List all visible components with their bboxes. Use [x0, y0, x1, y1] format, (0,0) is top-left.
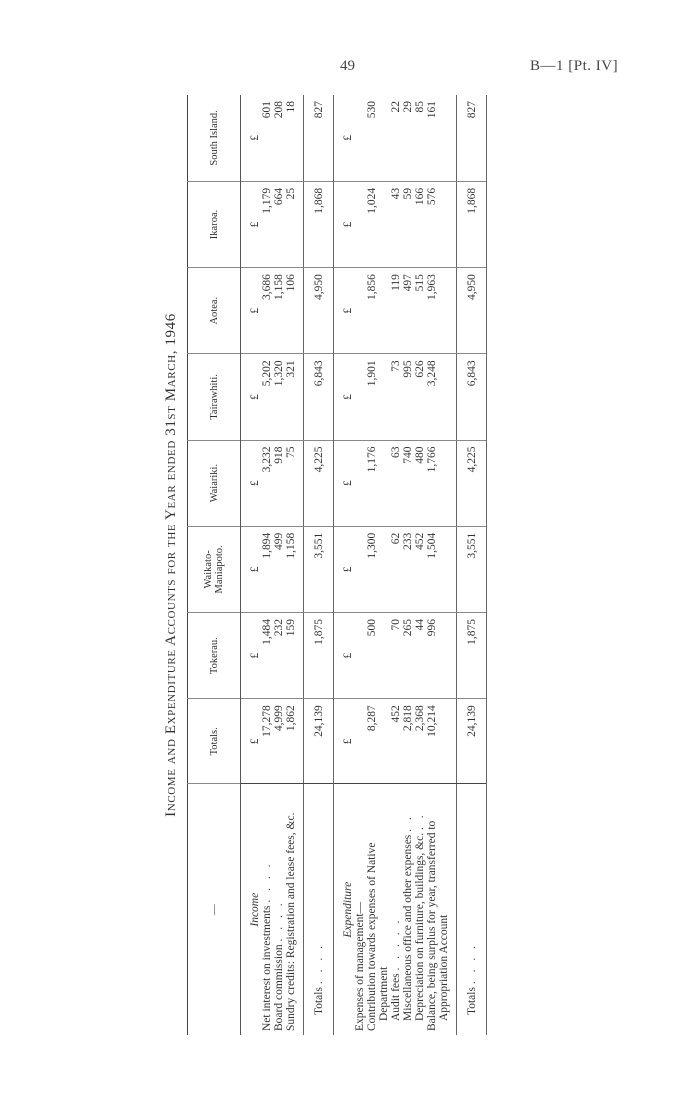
cell-totals: 2,818 — [402, 699, 414, 784]
currency-symbol: £ — [334, 354, 355, 440]
page-number: 49 — [340, 58, 355, 74]
cell-aotea: 1,856 — [366, 268, 390, 354]
cell-ikaroa: 664 — [273, 181, 285, 267]
cell-south-island: 208 — [273, 95, 285, 181]
table-row — [390, 95, 402, 1035]
row-label: Contribution towards expenses of Native Department — [366, 842, 390, 1031]
cell-waikato: 499 — [273, 526, 285, 612]
cell-waiariki: 918 — [273, 440, 285, 526]
total-tokerau: 1,875 — [304, 613, 334, 699]
cell-tokerau: 70 — [390, 613, 402, 699]
currency-symbol: £ — [241, 440, 262, 526]
cell-tairawhiti: 626 — [414, 354, 426, 440]
cell-totals: 2,368 — [414, 699, 426, 784]
cell-tairawhiti: 1,901 — [366, 354, 390, 440]
row-label: Balance, being surplus for year, transferred to Appropriation Account — [426, 820, 450, 1031]
cell-ikaroa: 59 — [402, 181, 414, 267]
col-header-tokerau: Tokerau. — [188, 613, 241, 699]
cell-waikato: 452 — [414, 526, 426, 612]
cell-ikaroa: 25 — [285, 181, 297, 267]
col-header-description: — — [188, 784, 241, 1035]
total-aotea: 4,950 — [457, 268, 487, 354]
cell-aotea: 515 — [414, 268, 426, 354]
total-waiariki: 4,225 — [304, 440, 334, 526]
table-row — [414, 95, 426, 1035]
cell-tairawhiti: 3,248 — [426, 354, 450, 440]
total-tokerau: 1,875 — [457, 613, 487, 699]
currency-symbol: £ — [241, 181, 262, 267]
totals-label: Totals . . . . — [457, 784, 487, 1035]
total-south-island: 827 — [304, 95, 334, 181]
table-title: Income and Expenditure Accounts for the Year ended 31st March, 1946 — [163, 313, 179, 817]
col-header-totals: Totals. — [188, 699, 241, 784]
currency-symbol: £ — [241, 354, 262, 440]
cell-tokerau: 159 — [285, 613, 297, 699]
cell-waikato: 233 — [402, 526, 414, 612]
table-row — [402, 95, 414, 1035]
col-header-south-island: South Island. — [188, 95, 241, 181]
table-row — [285, 95, 297, 1035]
cell-totals: 4,999 — [273, 699, 285, 784]
table-row — [366, 95, 390, 1035]
total-totals: 24,139 — [304, 699, 334, 784]
cell-aotea: 1,963 — [426, 268, 450, 354]
cell-ikaroa: 43 — [390, 181, 402, 267]
currency-symbol: £ — [241, 526, 262, 612]
cell-waikato: 1,894 — [261, 526, 273, 612]
col-header-ikaroa: Ikaroa. — [188, 181, 241, 267]
total-totals: 24,139 — [457, 699, 487, 784]
cell-waiariki: 740 — [402, 440, 414, 526]
cell-south-island: 85 — [414, 95, 426, 181]
cell-aotea: 1,158 — [273, 268, 285, 354]
cell-waikato: 1,504 — [426, 526, 450, 612]
column-header-row — [188, 95, 241, 1035]
row-label: Sundry credits: Registration and lease fees, &c. — [285, 812, 297, 1031]
cell-totals: 8,287 — [366, 699, 390, 784]
cell-waikato: 1,158 — [285, 526, 297, 612]
cell-waiariki: 75 — [285, 440, 297, 526]
cell-waiariki: 1,766 — [426, 440, 450, 526]
cell-tokerau: 232 — [273, 613, 285, 699]
table-row — [426, 95, 450, 1035]
cell-south-island: 530 — [366, 95, 390, 181]
cell-tokerau: 500 — [366, 613, 390, 699]
cell-waiariki: 63 — [390, 440, 402, 526]
col-header-waikato-maniapoto: Waikato-Maniapoto. — [188, 526, 241, 612]
total-waiariki: 4,225 — [457, 440, 487, 526]
currency-symbol: £ — [241, 95, 262, 181]
cell-south-island: 161 — [426, 95, 450, 181]
cell-tairawhiti: 73 — [390, 354, 402, 440]
totals-label: Totals . . . . — [304, 784, 334, 1035]
currency-symbol: £ — [334, 440, 355, 526]
cell-totals: 17,278 — [261, 699, 273, 784]
cell-totals: 1,862 — [285, 699, 297, 784]
cell-aotea: 119 — [390, 268, 402, 354]
cell-waikato: 62 — [390, 526, 402, 612]
cell-totals: 452 — [390, 699, 402, 784]
cell-waiariki: 480 — [414, 440, 426, 526]
total-waikato: 3,551 — [304, 526, 334, 612]
total-tairawhiti: 6,843 — [304, 354, 334, 440]
row-label: Miscellaneous office and other expenses . . — [402, 814, 414, 1021]
row-label: Audit fees . . . . . — [390, 917, 402, 1021]
cell-aotea: 497 — [402, 268, 414, 354]
cell-waiariki: 3,232 — [261, 440, 273, 526]
table-row — [261, 95, 273, 1035]
table-row — [354, 95, 366, 1035]
total-south-island: 827 — [457, 95, 487, 181]
cell-tairawhiti: 321 — [285, 354, 297, 440]
cell-tokerau: 1,484 — [261, 613, 273, 699]
cell-ikaroa: 576 — [426, 181, 450, 267]
row-label: Net interest on investments . . . . — [261, 861, 273, 1031]
currency-symbol: £ — [241, 613, 262, 699]
currency-symbol: £ — [334, 95, 355, 181]
total-ikaroa: 1,868 — [457, 181, 487, 267]
row-label: Depreciation on furniture, buildings, &c. . . — [414, 812, 426, 1021]
total-tairawhiti: 6,843 — [457, 354, 487, 440]
expenditure-heading-row — [334, 95, 355, 1035]
cell-tairawhiti: 1,320 — [273, 354, 285, 440]
cell-aotea: 106 — [285, 268, 297, 354]
currency-symbol: £ — [334, 613, 355, 699]
table-row — [273, 95, 285, 1035]
cell-totals: 10,214 — [426, 699, 450, 784]
cell-south-island: 601 — [261, 95, 273, 181]
cell-south-island: 18 — [285, 95, 297, 181]
cell-waikato: 1,300 — [366, 526, 390, 612]
currency-symbol: £ — [241, 699, 262, 784]
total-ikaroa: 1,868 — [304, 181, 334, 267]
cell-aotea: 3,686 — [261, 268, 273, 354]
row-label: Board commission . . . . — [273, 900, 285, 1031]
cell-tairawhiti: 995 — [402, 354, 414, 440]
cell-south-island: 29 — [402, 95, 414, 181]
group-label: Expenses of management— — [354, 901, 366, 1031]
income-heading: Income — [249, 892, 261, 927]
expenditure-totals-row — [457, 95, 487, 1035]
cell-tokerau: 44 — [414, 613, 426, 699]
accounts-table — [187, 95, 487, 1035]
income-totals-row — [304, 95, 334, 1035]
cell-tokerau: 265 — [402, 613, 414, 699]
cell-south-island: 22 — [390, 95, 402, 181]
col-header-waiariki: Waiariki. — [188, 440, 241, 526]
cell-ikaroa: 1,179 — [261, 181, 273, 267]
cell-tairawhiti: 5,202 — [261, 354, 273, 440]
currency-symbol: £ — [334, 268, 355, 354]
cell-tokerau: 996 — [426, 613, 450, 699]
cell-ikaroa: 1,024 — [366, 181, 390, 267]
document-reference: B—1 [Pt. IV] — [530, 58, 619, 74]
expenditure-heading: Expenditure — [342, 881, 354, 938]
currency-symbol: £ — [334, 699, 355, 784]
currency-symbol: £ — [334, 526, 355, 612]
cell-waiariki: 1,176 — [366, 440, 390, 526]
total-aotea: 4,950 — [304, 268, 334, 354]
currency-symbol: £ — [241, 268, 262, 354]
col-header-tairawhiti: Tairawhiti. — [188, 354, 241, 440]
income-heading-row — [241, 95, 262, 1035]
currency-symbol: £ — [334, 181, 355, 267]
rotated-table-block — [155, 95, 530, 1035]
total-waikato: 3,551 — [457, 526, 487, 612]
col-header-aotea: Aotea. — [188, 268, 241, 354]
cell-ikaroa: 166 — [414, 181, 426, 267]
